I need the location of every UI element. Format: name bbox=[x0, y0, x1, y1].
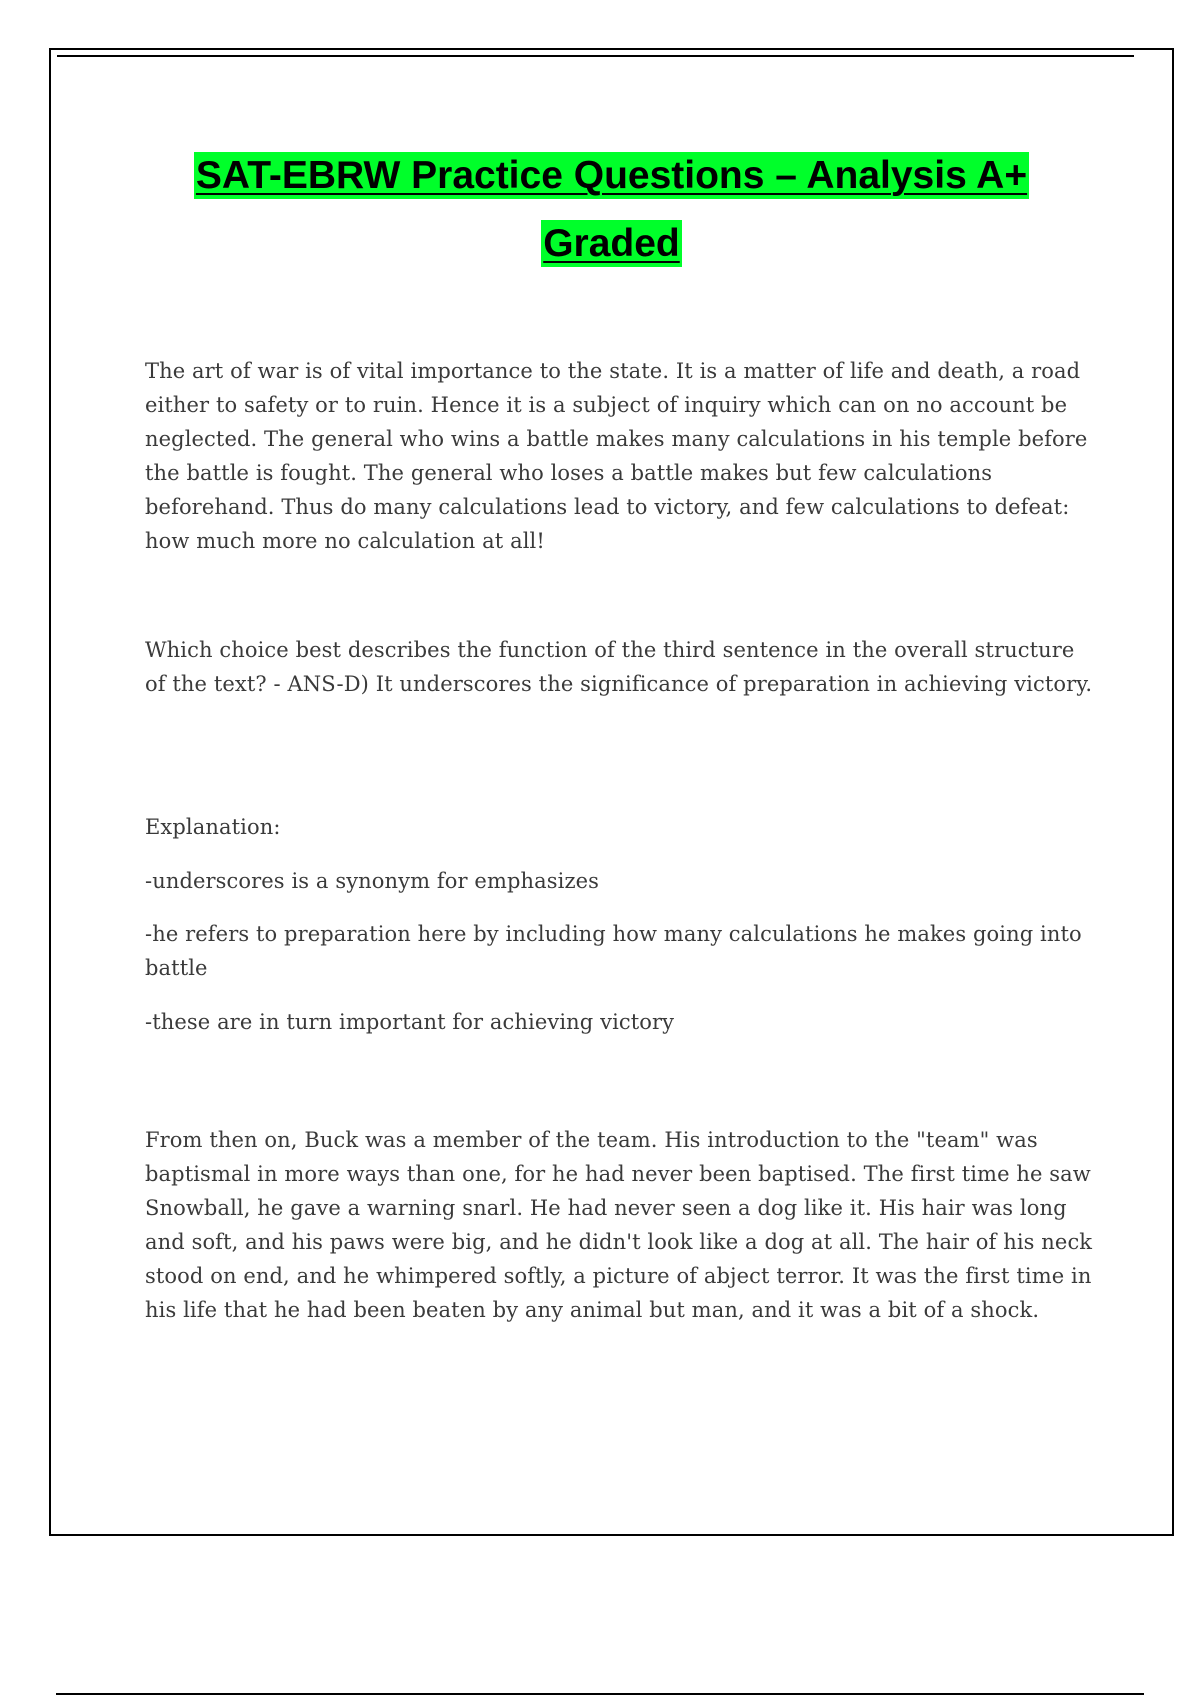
explanation-point-2: -he refers to preparation here by including how many calculations he makes going into battle bbox=[145, 922, 1082, 980]
title-block bbox=[152, 142, 1072, 278]
question-answer-1: Which choice best describes the function of the third sentence in the overall structure of the text? - ANS-D) It underscores the significance of preparation in achieving victory. bbox=[145, 638, 1093, 696]
passage-paragraph-2: From then on, Buck was a member of the team. His introduction to the "team" was baptismal in more ways than one, for he had never been baptised. The first time he saw Snowball, he gave a warning snarl. He had never seen a dog like it. His hair was long and soft, and his paws were big, and he didn't look like a dog at all. The hair of his neck stood on end, and he whimpered softly, a picture of abject terror. It was the first time in his life that he had been beaten by any animal but man, and it was a bit of a shock. bbox=[145, 1128, 1093, 1322]
title-wrap bbox=[51, 142, 1172, 278]
top-rule bbox=[57, 55, 1134, 57]
bottom-rule bbox=[56, 1693, 1144, 1695]
explanation-label: Explanation: bbox=[145, 815, 281, 839]
passage-paragraph-1: The art of war is of vital importance to the state. It is a matter of life and death, a road either to safety or to ruin. Hence it is a subject of inquiry which can on no account be neglected. The general who wins a battle makes many calculations in his temple before the battle is fought. The general who loses a battle makes but few calculations beforehand. Thus do many calculations lead to victory, and few calculations to defeat: how much more no calculation at all! bbox=[145, 359, 1088, 553]
explanation-point-1: -underscores is a synonym for emphasizes bbox=[145, 869, 600, 893]
document-title: SAT-EBRW Practice Questions – Analysis A+ Graded bbox=[195, 154, 1028, 265]
page-frame bbox=[49, 48, 1174, 1536]
explanation-point-3: -these are in turn important for achieving victory bbox=[145, 1010, 675, 1034]
